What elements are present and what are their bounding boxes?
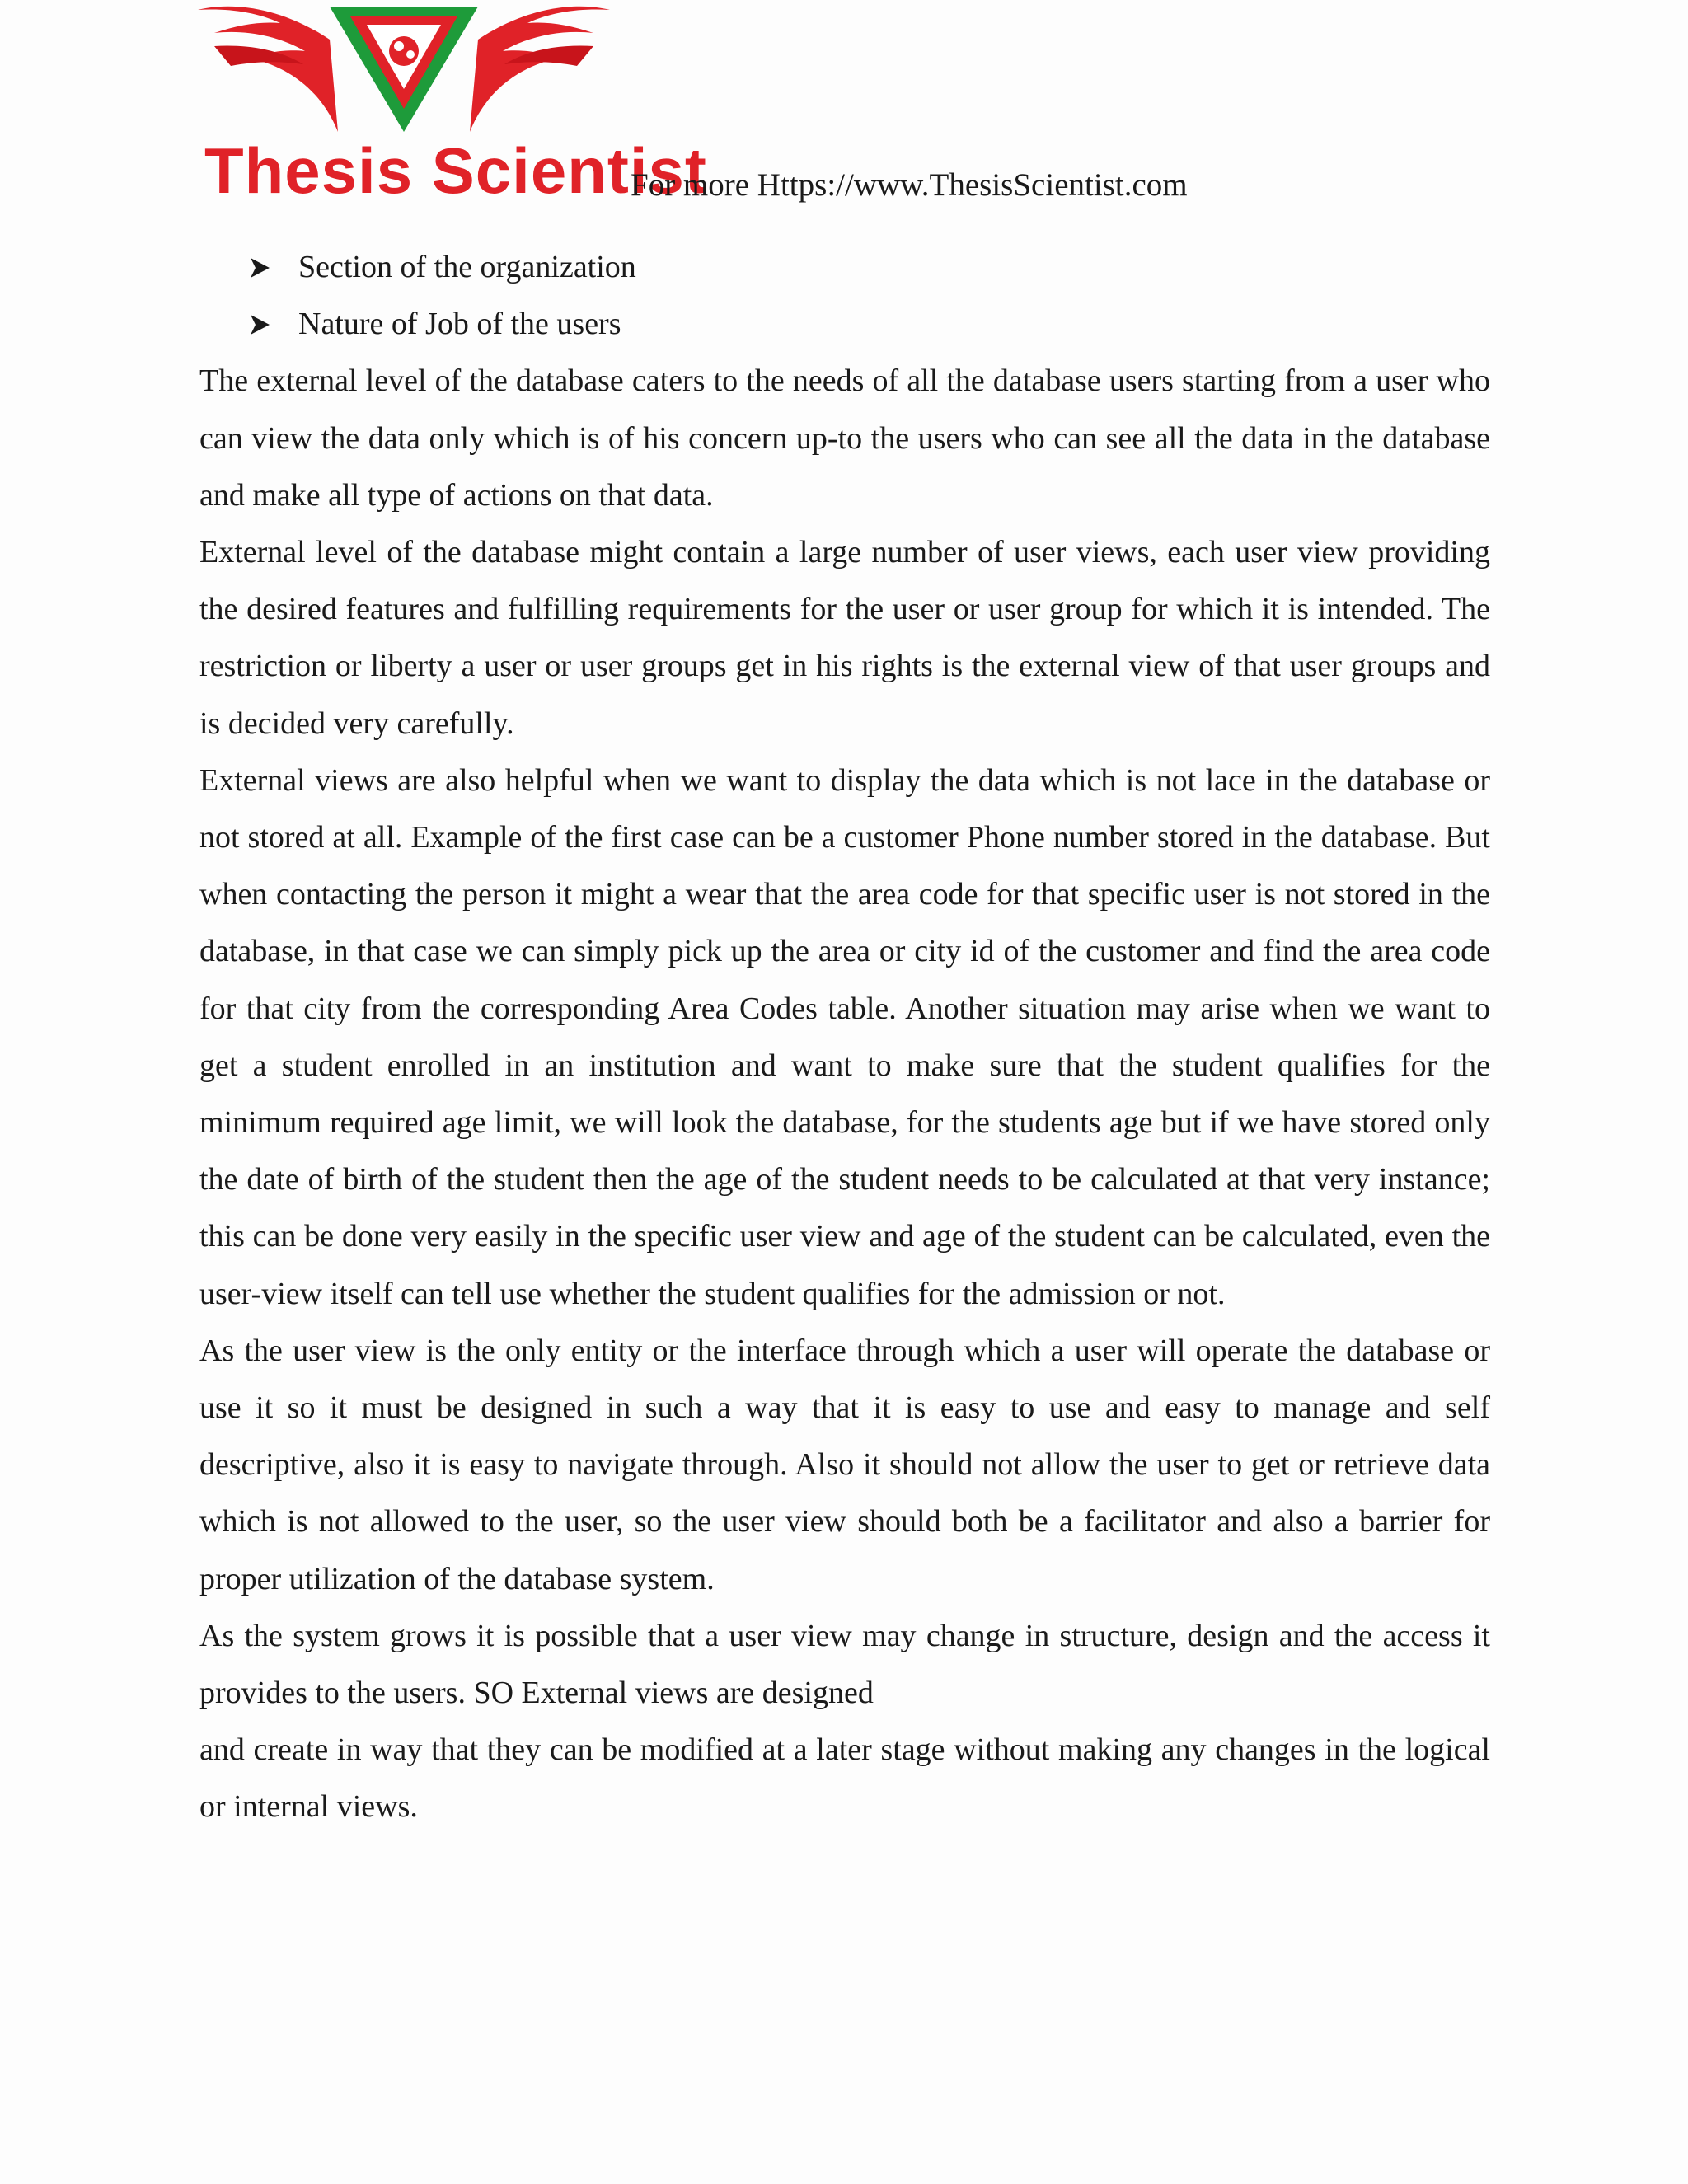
list-item <box>249 239 1490 296</box>
list-item-text: Nature of Job of the users <box>298 307 621 342</box>
paragraph: As the system grows it is possible that a user view may change in structure, design and the access it provides to the users. SO External views are designed <box>199 1618 1490 1711</box>
paragraph: External views are also helpful when we want to display the data which is not lace in the database or not stored at all. Example of the first case can be a customer Phone number stored in the database. But when contacting the person it might a wear that the area code for that specific user is not stored in the database, in that case we can simply pick up the area or city id of the customer and find the area code for that city from the corresponding Area Codes table. Another situation may arise when we want to get a student enrolled in an institution and want to make sure that the student qualifies for the minimum required age limit, we will look the database, for the students age but if we have stored only the date of birth of the student then the age of the student needs to be calculated at that very instance; this can be done very easily in the specific user view and age of the student can be calculated, even the user-view itself can tell use whether the student qualifies for the admission or not. <box>199 762 1490 1311</box>
list-item-text: Section of the organization <box>298 250 636 284</box>
list-item <box>249 296 1490 353</box>
logo-text: Thesis Scientist <box>204 134 707 207</box>
paragraph: The external level of the database caters to the needs of all the database users starting from a user who can view the data only which is of his concern up-to the users who can see all the data in the database and make all type of actions on that data. <box>199 363 1490 513</box>
website-link[interactable]: For more Https://www.ThesisScientist.com <box>631 167 1188 203</box>
winged-triangle-logo-icon <box>198 0 618 140</box>
paragraph: As the user view is the only entity or the interface through which a user will operate the database or use it so it must be designed in such a way that it is easy to use and easy to manage and self descriptive, also it is easy to navigate through. Also it should not allow the user to get or retrieve data which is not allowed to the user, so the user view should both be a facilitator and also a barrier for proper utilization of the database system. <box>199 1333 1490 1596</box>
page-header <box>198 0 1517 214</box>
thesis-scientist-logo <box>198 0 707 207</box>
arrowhead-icon <box>249 257 270 279</box>
arrowhead-icon <box>249 314 270 335</box>
document-body <box>199 239 1490 1836</box>
paragraph: and create in way that they can be modified at a later stage without making any changes in the logical or internal views. <box>199 1732 1490 1825</box>
paragraph: External level of the database might contain a large number of user views, each user view providing the desired features and fulfilling requirements for the user or user group for which it is intended. The restriction or liberty a user or user groups get in his rights is the external view of that user groups and is decided very carefully. <box>199 535 1490 741</box>
bullet-list <box>199 239 1490 353</box>
